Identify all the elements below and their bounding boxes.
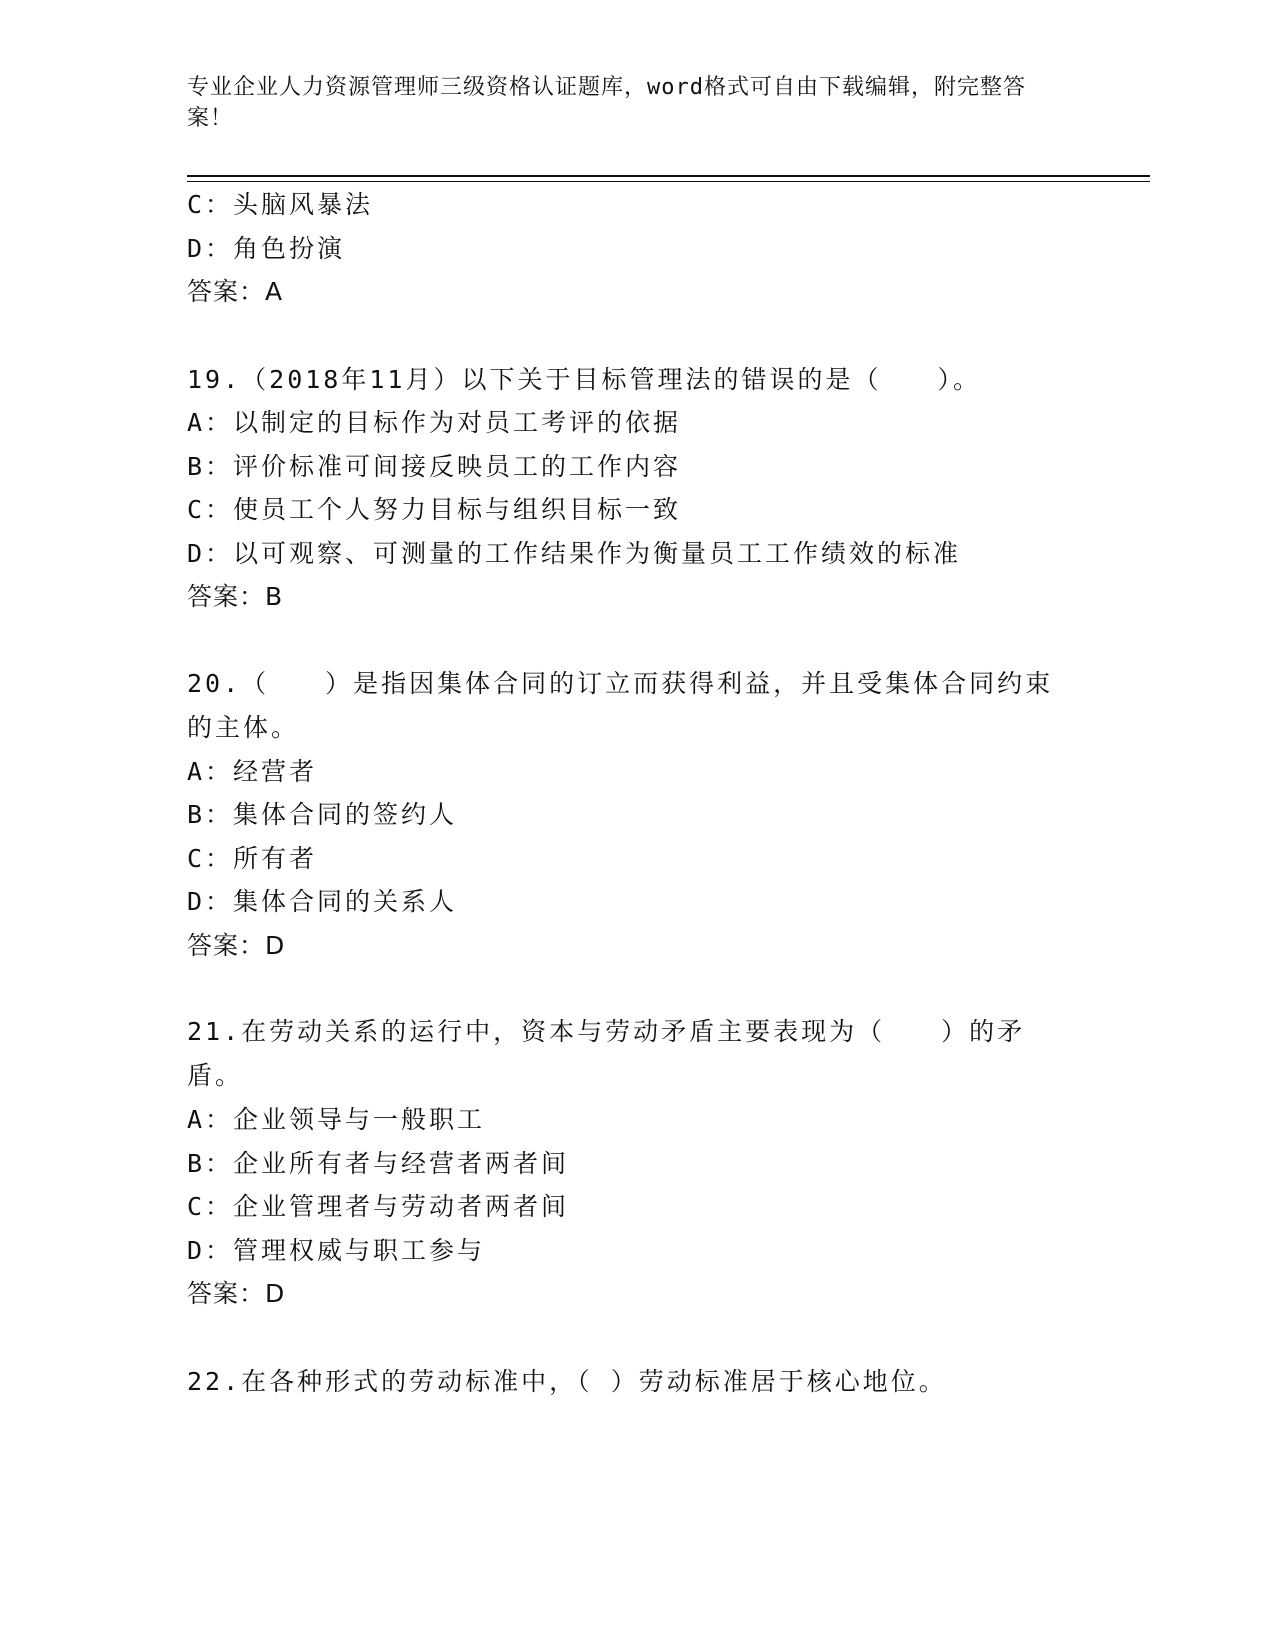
option-c: C：企业管理者与劳动者两者间 <box>187 1192 570 1221</box>
option-c: C：所有者 <box>187 844 318 873</box>
option-c: C：头脑风暴法 <box>187 190 374 219</box>
option-d: D：角色扮演 <box>187 234 346 263</box>
answer-line: 答案：D <box>187 1279 286 1308</box>
option-b: B：评价标准可间接反映员工的工作内容 <box>187 452 682 481</box>
option-b: B：企业所有者与经营者两者间 <box>187 1149 570 1178</box>
option-a: A：企业领导与一般职工 <box>187 1105 486 1134</box>
page-header: 专业企业人力资源管理师三级资格认证题库，word格式可自由下载编辑，附完整答案！ <box>187 75 1026 131</box>
question-stem: 22.在各种形式的劳动标准中，（ ）劳动标准居于核心地位。 <box>187 1367 947 1396</box>
option-c: C：使员工个人努力目标与组织目标一致 <box>187 495 682 524</box>
answer-line: 答案：A <box>187 277 284 306</box>
option-b: B：集体合同的签约人 <box>187 800 458 829</box>
header-divider <box>187 175 1150 177</box>
option-a: A：以制定的目标作为对员工考评的依据 <box>187 408 682 437</box>
question-stem: 20.（ ）是指因集体合同的订立而获得利益，并且受集体合同约束的主体。 <box>187 669 1054 742</box>
question-stem: 19.（2018年11月）以下关于目标管理法的错误的是（ ）。 <box>187 365 981 394</box>
option-d: D：管理权威与职工参与 <box>187 1236 486 1265</box>
question-stem: 21.在劳动关系的运行中，资本与劳动矛盾主要表现为（ ）的矛盾。 <box>187 1017 1026 1090</box>
answer-line: 答案：B <box>187 582 284 611</box>
option-d: D：集体合同的关系人 <box>187 887 458 916</box>
answer-line: 答案：D <box>187 931 286 960</box>
option-d: D：以可观察、可测量的工作结果作为衡量员工工作绩效的标准 <box>187 539 962 568</box>
header-divider-thin <box>187 181 1150 182</box>
option-a: A：经营者 <box>187 757 318 786</box>
